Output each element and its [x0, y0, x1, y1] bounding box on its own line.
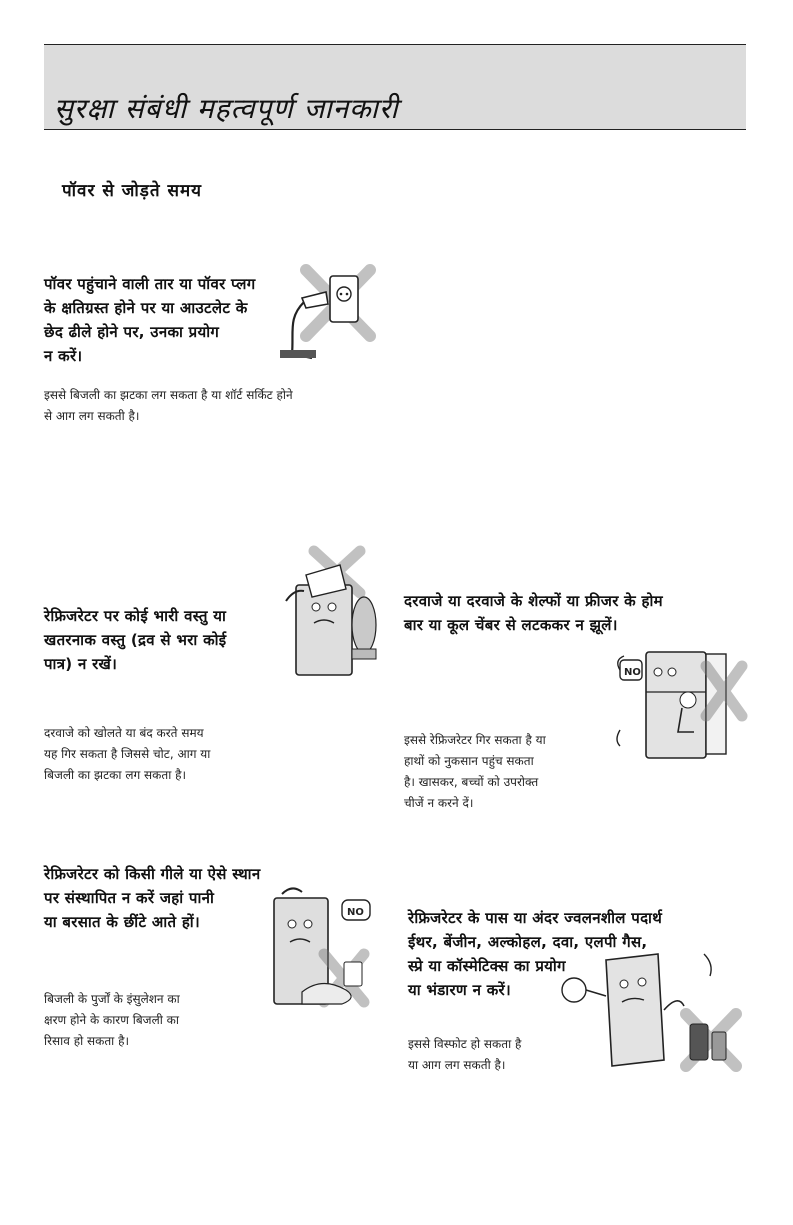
warning-wet-location: रेफ्रिजरेटर को किसी गीले या ऐसे स्थान पर संस्थापित न करें जहां पानी या बरसात के छींटे आते हों।: [44, 865, 261, 931]
warning-flammable: रेफ्रिजरेटर के पास या अंदर ज्वलनशील पदार्थ ईथर, बेंजीन, अल्कोहल, दवा, एलपी गैस, स्प्रे या कॉस्मेटिक्स का प्रयोग या भंडारण न करें।: [408, 909, 663, 999]
warning-heavy-objects: रेफ्रिजरेटर पर कोई भारी वस्तु या खतरनाक वस्तु (द्रव से भरा कोई पात्र) न रखें।: [44, 607, 227, 673]
detail-wet-location: बिजली के पुर्जों के इंसुलेशन का क्षरण होने के कारण बिजली का रिसाव हो सकता है।: [44, 992, 180, 1048]
section-title: पॉवर से जोड़ते समय: [62, 181, 203, 201]
detail-heavy-objects: दरवाजे को खोलते या बंद करते समय यह गिर सकता है जिससे चोट, आग या बिजली का झटका लग सकता है।: [44, 726, 211, 782]
warning-power-cord: पॉवर पहुंचाने वाली तार या पॉवर प्लग के क्षतिग्रस्त होने पर या आउटलेट के छेद ढीले होने पर, उनका प्रयोग न करें।: [44, 275, 256, 365]
plug-outlet-illustration: [268, 262, 380, 372]
page-header: [44, 44, 746, 130]
detail-hanging-door: इससे रेफ्रिजरेटर गिर सकता है या हाथों को नुकसान पहुंच सकता है। खासकर, बच्चों को उपरोक्त चीजें न करने दें।: [404, 733, 546, 810]
fridge-heavy-object-illustration: [280, 545, 382, 680]
warning-hanging-door: दरवाजे या दरवाजे के शेल्फों या फ्रीजर के होम बार या कूल चेंबर से लटककर न झूलें।: [404, 592, 663, 634]
detail-power-cord: इससे बिजली का झटका लग सकता है या शॉर्ट सर्किट होने से आग लग सकती है।: [44, 388, 293, 423]
fridge-water-illustration: [262, 880, 382, 1010]
no-badge: NO: [624, 667, 641, 678]
detail-flammable: इससे विस्फोट हो सकता है या आग लग सकती है।: [408, 1037, 522, 1072]
no-badge: NO: [347, 907, 364, 918]
fridge-flammable-illustration: [554, 950, 744, 1075]
page-title: सुरक्षा संबंधी महत्वपूर्ण जानकारी: [54, 92, 399, 125]
fridge-hanging-child-illustration: [606, 640, 752, 762]
